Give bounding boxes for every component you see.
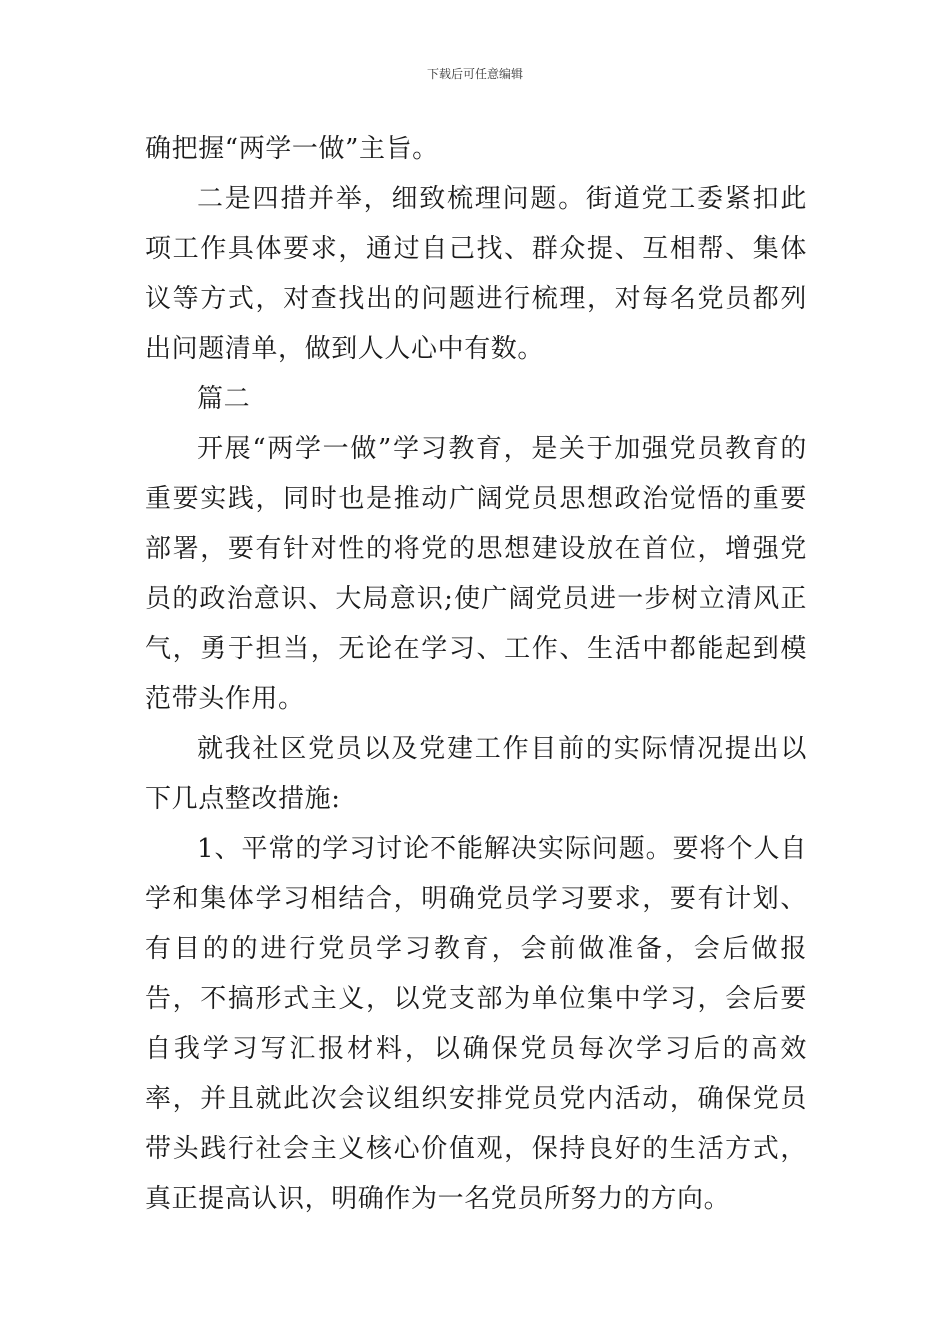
paragraph-continuation: 确把握“两学一做”主旨。 (145, 134, 439, 164)
paragraph-intro: 开展“两学一做”学习教育，是关于加强党员教育的重要实践，同时也是推动广阔党员思想政治觉悟的重要部署，要有针对性的将党的思想建设放在首位，增强党员的政治意识、大局意识;使广阔党员进一步树立清风正气，勇于担当，无论在学习、工作、生活中都能起到模范带头作用。 (145, 434, 807, 714)
paragraph-measures-lead: 就我社区党员以及党建工作目前的实际情况提出以下几点整改措施: (145, 734, 807, 814)
paragraph-four-measures: 二是四措并举，细致梳理问题。街道党工委紧扣此项工作具体要求，通过自己找、群众提、互相帮、集体议等方式，对查找出的问题进行梳理，对每名党员都列出问题清单，做到人人心中有数。 (145, 184, 807, 364)
paragraph-measure-1: 1、平常的学习讨论不能解决实际问题。要将个人自学和集体学习相结合，明确党员学习要求，要有计划、有目的的进行党员学习教育，会前做准备，会后做报告，不搞形式主义，以党支部为单位集中学习，会后要自我学习写汇报材料，以确保党员每次学习后的高效率，并且就此次会议组织安排党员党内活动，确保党员带头践行社会主义核心价值观，保持良好的生活方式，真正提高认识，明确作为一名党员所努力的方向。 (145, 834, 807, 1214)
page-header: 下载后可任意编辑 (426, 67, 523, 81)
document-body (145, 124, 807, 1224)
section-heading-part-two: 篇二 (197, 384, 251, 414)
